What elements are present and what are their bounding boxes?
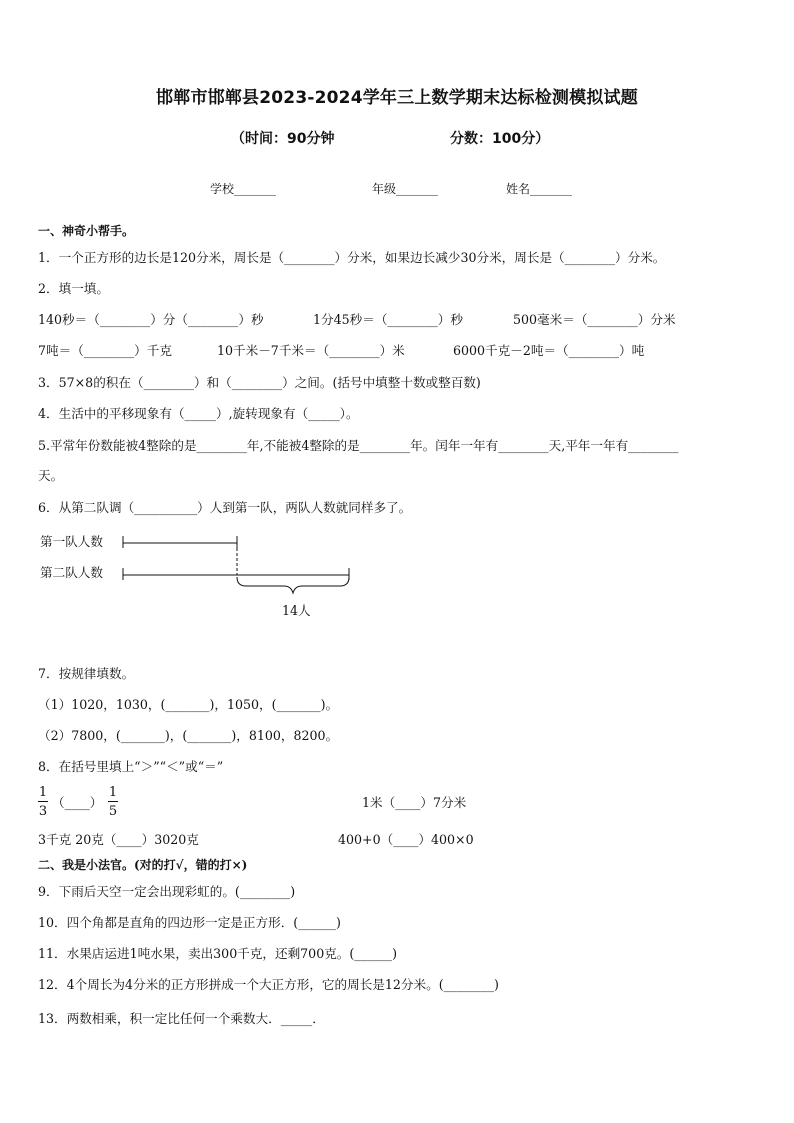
diagram-difference-label: 14人 — [282, 603, 311, 618]
difference-brace — [237, 577, 349, 593]
question-2b: 1分45秒＝（________）秒 — [313, 312, 463, 327]
exam-title: 邯郸市邯郸县2023-2024学年三上数学期末达标检测模拟试题 — [156, 88, 638, 108]
diagram-label-team2: 第二队人数 — [40, 565, 103, 580]
question-2e: 10千米－7千米＝（________）米 — [217, 343, 405, 358]
fraction-denominator: 5 — [108, 804, 118, 819]
line-segment-diagram — [110, 530, 370, 600]
fraction-one-third — [38, 786, 48, 818]
question-6: 6．从第二队调（__________）人到第一队，两队人数就同样多了。 — [38, 500, 412, 515]
question-13: 13．两数相乘，积一定比任何一个乘数大．_____． — [38, 1011, 325, 1026]
question-8d: 400+0（____）400×0 — [338, 832, 474, 847]
question-7-2: （2）7800，(_______)，(_______)，8100，8200。 — [38, 728, 339, 743]
fraction-numerator: 1 — [38, 785, 48, 800]
question-8: 8．在括号里填上“＞”“＜”或“＝” — [38, 759, 224, 774]
diagram-label-team1: 第一队人数 — [40, 534, 103, 549]
question-1: 1．一个正方形的边长是120分米，周长是（________）分米，如果边长减少30分米，周长是（________）分米。 — [38, 250, 666, 265]
exam-time: （时间：90分钟 — [231, 131, 335, 147]
question-2f: 6000千克－2吨＝（________）吨 — [453, 343, 645, 358]
question-2c: 500毫米＝（________）分米 — [513, 312, 676, 327]
question-7-1: （1）1020，1030，(_______)，1050，(_______)。 — [38, 697, 339, 712]
fraction-one-fifth — [108, 786, 118, 818]
question-9: 9．下雨后天空一定会出现彩虹的。(________) — [38, 884, 296, 899]
question-2a: 140秒＝（________）分（________）秒 — [38, 312, 264, 327]
grade-field: 年级_______ — [372, 182, 439, 196]
section-heading-2: 二、我是小法官。(对的打√，错的打×) — [38, 858, 248, 872]
question-10: 10．四个角都是直角的四边形一定是正方形．(______) — [38, 915, 341, 930]
name-field: 姓名_______ — [506, 182, 573, 196]
question-11: 11．水果店运进1吨水果，卖出300千克，还剩700克。(______) — [38, 946, 398, 961]
compare-blank: （____） — [52, 795, 103, 810]
question-5-line1: 5.平常年份数能被4整除的是________年,不能被4整除的是________年。闰年一年有________天,平年一年有________ — [38, 438, 679, 453]
question-8b: 1米（____）7分米 — [362, 795, 467, 810]
school-field: 学校_______ — [210, 182, 277, 196]
question-12: 12．4个周长为4分米的正方形拼成一个大正方形，它的周长是12分米。(________) — [38, 977, 499, 992]
fraction-denominator: 3 — [38, 804, 48, 819]
question-7: 7．按规律填数。 — [38, 666, 135, 681]
fraction-numerator: 1 — [108, 785, 118, 800]
question-2: 2．填一填。 — [38, 281, 109, 296]
question-2d: 7吨＝（________）千克 — [38, 343, 172, 358]
question-8c: 3千克 20克（____）3020克 — [38, 832, 199, 847]
question-5-line2: 天。 — [38, 468, 64, 483]
exam-score: 分数：100分） — [450, 131, 550, 147]
section-heading-1: 一、神奇小帮手。 — [38, 224, 135, 238]
question-3: 3．57×8的积在（________）和（________）之间。(括号中填整十数或整百数) — [38, 375, 481, 390]
question-4: 4．生活中的平移现象有（_____）,旋转现象有（_____）。 — [38, 406, 359, 421]
